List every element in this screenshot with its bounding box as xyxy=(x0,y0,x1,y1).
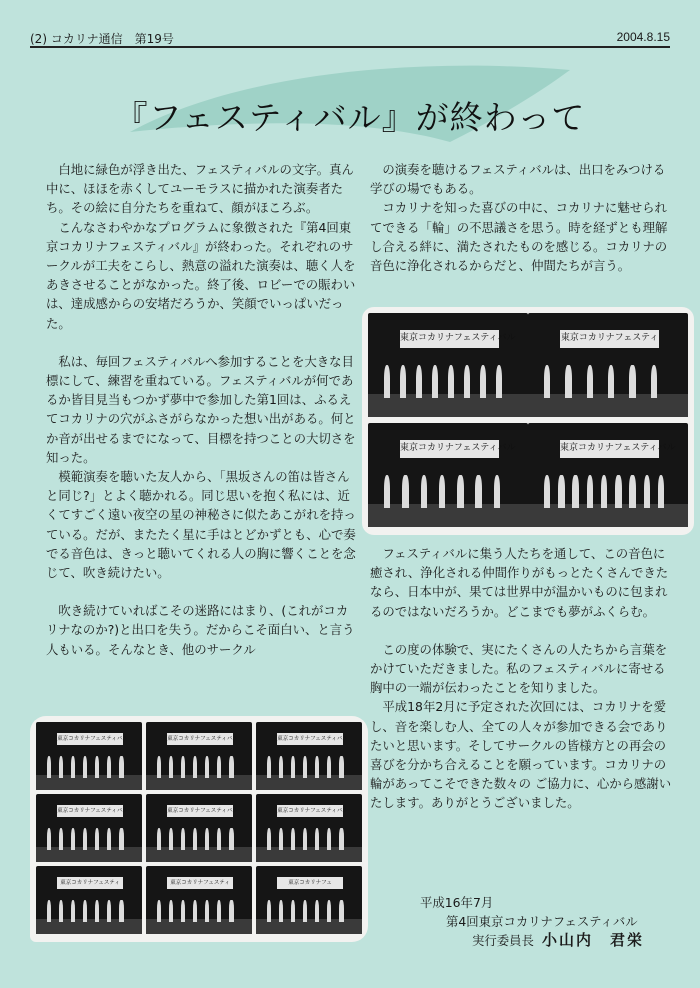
stage-photo xyxy=(256,794,362,862)
signature-event: 第4回東京コカリナフェスティバル xyxy=(446,914,638,929)
stage-photo xyxy=(36,866,142,934)
stage-photo xyxy=(528,423,688,527)
article-column-2 xyxy=(370,160,676,275)
stage-photo xyxy=(528,313,688,417)
paragraph: こんなさわやかなプログラムに象徴された『第4回東京コカリナフェスティバル』が終わった。それぞれのサークルが工夫をこらし、熱意の溢れた演奏は、聴く人をあきさせることがなかった。終了後、ロビーでの賑わいは、達成感からの安堵だろうか、笑顔でいっぱいだった。 xyxy=(46,219,356,331)
festival-banner: 東京コカリナフェスティバル xyxy=(57,805,123,817)
festival-banner: 東京コカリナフェスティバル xyxy=(277,805,343,817)
festival-banner: 東京コカリナフェスティバル xyxy=(400,330,499,349)
article-column-3 xyxy=(370,544,676,813)
festival-photo-collage-large xyxy=(362,307,694,535)
paragraph-gap xyxy=(370,621,676,640)
festival-banner: 東京コカリナフェスティ xyxy=(560,330,659,349)
paragraph: 白地に緑色が浮き出た、フェスティバルの文字。真ん中に、ほほを赤くしてユーモラスに描かれた演奏者たち。その絵に自分たちを重ねて、顔がほころぶ。 xyxy=(46,162,354,216)
signature-block xyxy=(420,893,680,950)
page-title: 『フェスティバル』が終わって xyxy=(114,98,586,137)
stage-photo xyxy=(36,722,142,790)
stage-photo xyxy=(146,794,252,862)
paragraph: 模範演奏を聴いた友人から、「黒坂さんの笛は皆さんと同じ?」とよく聴かれる。同じ思いを抱く私には、近くてすごく遠い夜空の星の神秘さに似たあこがれを持っている。だが、またたく星に手はとどかずとも、心で奏でる音色は、きっと聴いてくれる人の胸に響くことを念じて、吹き続けたい。 xyxy=(46,469,356,581)
stage-photo xyxy=(146,866,252,934)
stage-photo xyxy=(368,423,528,527)
stage-photo xyxy=(146,722,252,790)
paragraph: 平成18年2月に予定された次回には、コカリナを愛し、音を楽しむ人、全ての人々が参加できる会でありたいと思います。そしてサークルの皆様方との再会の喜びを分かち合えることを願っています。コカリナの輪があってこそできた数々の ご協力に、心から感謝いたします。ありがとうございました。 xyxy=(370,699,672,811)
paragraph: フェスティバルに集う人たちを通して、この音色に癒され、浄化される仲間作りがもっとたくさんできたなら、日本中が、果ては世界中が温かいものに包まれるのではないだろうか。どこまでも夢がふくらむ。 xyxy=(370,546,669,619)
issue-date: 2004.8.15 xyxy=(616,30,670,44)
paragraph-gap xyxy=(46,582,356,601)
stage-photo xyxy=(256,866,362,934)
paragraph: コカリナを知った喜びの中に、コカリナに魅せられてできる「輪」の不思議さを思う。時を経ずとも理解し合える絆に、満たされたものを感じる。コカリナの音色に浄化されるからだと、仲間たちが言う。 xyxy=(370,200,668,274)
signature-name: 小山内 君栄 xyxy=(541,931,644,949)
signature-author-line xyxy=(420,931,680,950)
paragraph-gap xyxy=(46,333,356,352)
page-header xyxy=(30,30,670,48)
signature-date: 平成16年7月 xyxy=(420,895,494,910)
festival-banner: 東京コカリナフェスティバル xyxy=(57,733,123,745)
festival-banner: 東京コカリナフェスティバル xyxy=(277,733,343,745)
festival-banner: 東京コカリナフェスティ xyxy=(167,877,233,889)
issue-label: (2) コカリナ通信 第19号 xyxy=(30,32,174,46)
signature-role: 実行委員長 xyxy=(472,933,534,948)
festival-banner: 東京コカリナフェ xyxy=(277,877,343,889)
paragraph: この度の体験で、実にたくさんの人たちから言葉をかけていただきました。私のフェスティバルに寄せる胸中の一端が伝わったことを知りました。 xyxy=(370,641,668,696)
paragraph: 私は、毎回フェスティバルへ参加することを大きな目標にして、練習を重ねている。フェスティバルが何であるか皆目見当もつかず夢中で参加した第1回は、ふるえてコカリナの穴がふさがらなかった想い出がある。何とか音が出せるまでになって、目標を持つことの大切さを知った。 xyxy=(46,353,356,465)
stage-photo xyxy=(368,313,528,417)
paragraph: 吹き続けていればこその迷路にはまり、(これがコカリナなのか?)と出口を失う。だからこそ面白い、と言う人もいる。そんなとき、他のサークル xyxy=(46,603,355,657)
festival-banner: 東京コカリナフェスティバル xyxy=(560,440,659,459)
festival-banner: 東京コカリナフェスティバル xyxy=(400,440,499,459)
festival-banner: 東京コカリナフェスティバル xyxy=(167,805,233,817)
stage-photo xyxy=(36,794,142,862)
article-column-1 xyxy=(46,160,356,710)
festival-banner: 東京コカリナフェスティ xyxy=(57,877,123,889)
stage-photo xyxy=(256,722,362,790)
festival-photo-collage-small xyxy=(30,716,368,942)
festival-banner: 東京コカリナフェスティバル xyxy=(167,733,233,745)
paragraph: の演奏を聴けるフェスティバルは、出口をみつける学びの場でもある。 xyxy=(370,162,666,197)
